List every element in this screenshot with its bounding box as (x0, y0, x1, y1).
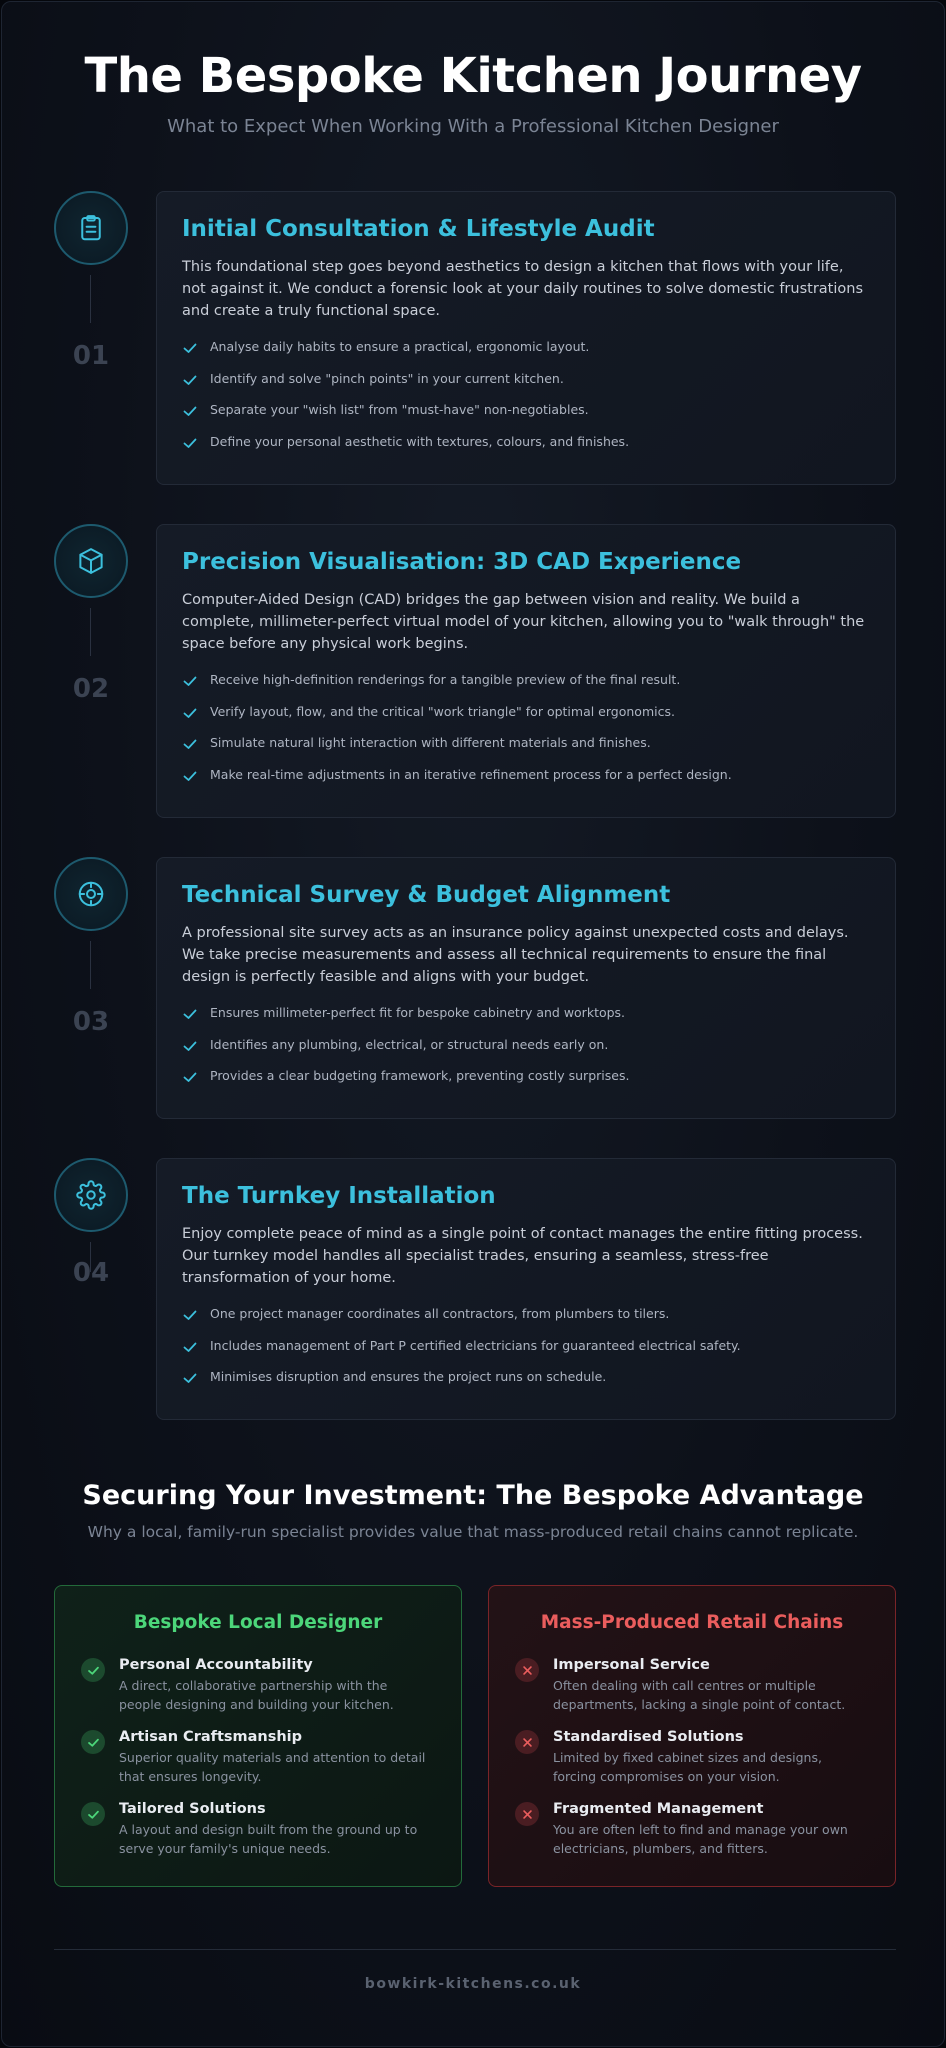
check-icon (182, 1038, 198, 1054)
bullet-item (182, 431, 871, 463)
advantage-item (81, 1801, 435, 1873)
clipboard-icon (54, 191, 128, 265)
gear-icon (54, 1158, 128, 1232)
item-description: A layout and design built from the ground up to serve your family's unique needs. (119, 1822, 418, 1856)
bespoke-designer-card (54, 1585, 462, 1887)
step-card (156, 191, 896, 485)
check-icon (81, 1802, 105, 1826)
disadvantage-item (515, 1801, 869, 1873)
check-icon (182, 736, 198, 752)
footer-divider (54, 1949, 896, 1950)
bullet-text: Define your personal aesthetic with textures, colours, and finishes. (210, 433, 630, 449)
bullet-item (182, 1034, 871, 1066)
step-description: A professional site survey acts as an insurance policy against unexpected costs and delays. We take precise measurements and assess all technical requirements to ensure the final design is perfectly feasible and aligns with your budget. (182, 925, 849, 985)
item-title: Standardised Solutions (553, 1729, 744, 1745)
cross-icon (515, 1658, 539, 1682)
step-connector (90, 608, 91, 656)
bullet-item (182, 1002, 871, 1034)
check-icon (182, 705, 198, 721)
item-description: Limited by fixed cabinet sizes and designs, forcing compromises on your vision. (553, 1750, 822, 1784)
section-title: Securing Your Investment: The Bespoke Advantage (82, 1480, 864, 1511)
bullet-text: Verify layout, flow, and the critical "work triangle" for optimal ergonomics. (210, 703, 675, 719)
check-icon (182, 768, 198, 784)
check-icon (81, 1658, 105, 1682)
card-title: Mass-Produced Retail Chains (540, 1612, 844, 1633)
bullet-text: Analyse daily habits to ensure a practical, ergonomic layout. (210, 339, 590, 354)
check-icon (182, 1069, 198, 1085)
bullet-text: Identify and solve "pinch points" in your current kitchen. (210, 370, 564, 386)
step-title: The Turnkey Installation (182, 1183, 496, 1209)
bullet-text: Separate your "wish list" from "must-have" non-negotiables. (210, 402, 589, 417)
item-description: A direct, collaborative partnership with the people designing and building your kitchen. (119, 1678, 394, 1712)
check-icon (182, 1006, 198, 1022)
bullet-item (182, 368, 871, 400)
check-icon (182, 435, 198, 451)
disadvantage-item (515, 1657, 869, 1729)
bullet-text: One project manager coordinates all contractors, from plumbers to tilers. (210, 1306, 670, 1321)
bullet-item (182, 336, 871, 368)
page-title: The Bespoke Kitchen Journey (84, 48, 862, 104)
target-icon (54, 857, 128, 931)
footer-website: bowkirk-kitchens.co.uk (364, 1976, 582, 1992)
cube-icon (54, 524, 128, 598)
card-title: Bespoke Local Designer (133, 1612, 383, 1633)
check-icon (81, 1730, 105, 1754)
cross-icon (515, 1730, 539, 1754)
bullet-item (182, 1335, 871, 1367)
bullet-item (182, 1303, 871, 1335)
step-number: 02 (72, 674, 110, 704)
page-subtitle: What to Expect When Working With a Professional Kitchen Designer (167, 116, 779, 137)
step-card (156, 857, 896, 1119)
step-description: Computer-Aided Design (CAD) bridges the gap between vision and reality. We build a complete, millimeter-perfect virtual model of your kitchen, allowing you to "walk through" the space before any physical work begins. (182, 592, 865, 652)
item-title: Tailored Solutions (119, 1801, 266, 1817)
bullet-item (182, 1065, 871, 1097)
item-description: Often dealing with call centres or multiple departments, lacking a single point of contact. (553, 1678, 846, 1712)
bullet-text: Minimises disruption and ensures the project runs on schedule. (210, 1369, 607, 1384)
step-title: Initial Consultation & Lifestyle Audit (182, 216, 655, 242)
check-icon (182, 1307, 198, 1323)
bullet-text: Identifies any plumbing, electrical, or structural needs early on. (210, 1036, 609, 1052)
check-icon (182, 673, 198, 689)
bullet-text: Make real-time adjustments in an iterative refinement process for a perfect design. (210, 766, 732, 782)
bullet-item (182, 764, 871, 796)
bullet-item (182, 399, 871, 431)
step-title: Precision Visualisation: 3D CAD Experience (182, 549, 742, 575)
bullet-item (182, 669, 871, 701)
bullet-text: Receive high-definition renderings for a tangible preview of the final result. (210, 672, 681, 687)
section-subtitle: Why a local, family-run specialist provides value that mass-produced retail chains cannot replicate. (87, 1523, 859, 1541)
item-title: Artisan Craftsmanship (119, 1729, 303, 1745)
bullet-text: Simulate natural light interaction with different materials and finishes. (210, 735, 651, 750)
item-title: Personal Accountability (119, 1657, 313, 1673)
retail-chains-card (488, 1585, 896, 1887)
step-number: 01 (72, 341, 110, 371)
step-card (156, 524, 896, 818)
advantage-item (81, 1729, 435, 1801)
advantage-item (81, 1657, 435, 1729)
bullet-item (182, 1366, 871, 1398)
item-title: Impersonal Service (553, 1657, 710, 1673)
bullet-text: Ensures millimeter-perfect fit for bespoke cabinetry and worktops. (210, 1005, 626, 1020)
step-number: 04 (72, 1258, 110, 1288)
bullet-item (182, 732, 871, 764)
step-connector (90, 275, 91, 323)
disadvantage-item (515, 1729, 869, 1801)
step-description: This foundational step goes beyond aesthetics to design a kitchen that flows with your life, not against it. We conduct a forensic look at your daily routines to solve domestic frustrations and create a truly functional space. (182, 259, 864, 319)
check-icon (182, 403, 198, 419)
infographic (1, 1, 945, 2047)
check-icon (182, 1370, 198, 1386)
step-connector (90, 941, 91, 989)
bullet-item (182, 701, 871, 733)
step-description: Enjoy complete peace of mind as a single point of contact manages the entire fitting process. Our turnkey model handles all specialist trades, ensuring a seamless, stress-free transformation of your home. (182, 1226, 863, 1286)
check-icon (182, 340, 198, 356)
item-description: Superior quality materials and attention to detail that ensures longevity. (119, 1750, 426, 1784)
step-number: 03 (72, 1007, 110, 1037)
check-icon (182, 1339, 198, 1355)
step-card (156, 1158, 896, 1420)
bullet-text: Includes management of Part P certified electricians for guaranteed electrical safety. (210, 1337, 741, 1353)
bullet-text: Provides a clear budgeting framework, preventing costly surprises. (210, 1068, 630, 1083)
step-title: Technical Survey & Budget Alignment (182, 882, 671, 908)
cross-icon (515, 1802, 539, 1826)
item-title: Fragmented Management (553, 1801, 764, 1817)
check-icon (182, 372, 198, 388)
item-description: You are often left to find and manage your own electricians, plumbers, and fitters. (553, 1822, 848, 1856)
